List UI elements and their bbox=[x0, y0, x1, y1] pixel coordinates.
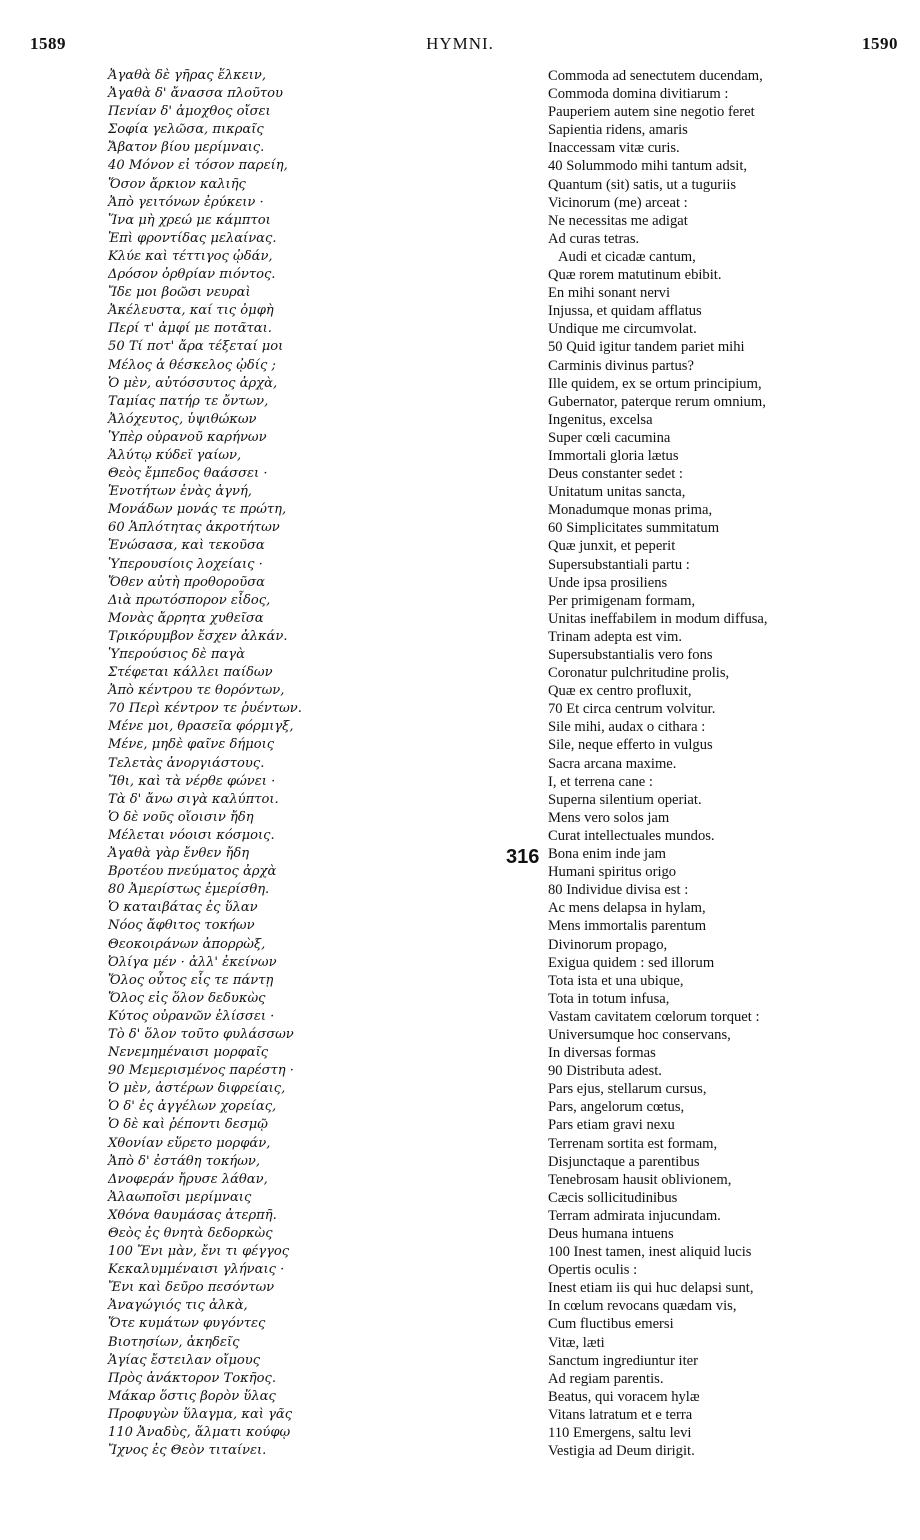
latin-verse-line: Pauperiem autem sine negotio feret bbox=[548, 104, 755, 121]
latin-verse-line: Injussa, et quidam afflatus bbox=[548, 303, 702, 320]
greek-verse-line: Τρικόρυμβον ἔσχεν ἀλκάν. bbox=[108, 628, 288, 644]
greek-verse-line: Μονὰς ἄρρητα χυθεῖσα bbox=[108, 610, 264, 626]
latin-verse-line: Per primigenam formam, bbox=[548, 592, 696, 609]
latin-verse-line: In diversas formas bbox=[548, 1045, 656, 1062]
latin-verse-line: 40 Solummodo mihi tantum adsit, bbox=[548, 158, 748, 175]
greek-verse-line: Νενεμημέναισι μορφαῖς bbox=[108, 1045, 269, 1061]
greek-verse-line: Ἀπὸ κέντρου τε θορόντων, bbox=[108, 683, 285, 699]
latin-verse-line: Exigua quidem : sed illorum bbox=[548, 954, 715, 971]
latin-verse-line: Ille quidem, ex se ortum principium, bbox=[548, 375, 762, 392]
latin-verse-line: Sile mihi, audax o cithara : bbox=[548, 719, 706, 736]
latin-verse-line: En mihi sonant nervi bbox=[548, 285, 671, 302]
latin-verse-line: Inest etiam iis qui huc delapsi sunt, bbox=[548, 1280, 754, 1297]
latin-verse-line: Trinam adepta est vim. bbox=[548, 628, 683, 645]
greek-verse-line: 100 Ἔνι μὰν, ἔνι τι φέγγος bbox=[108, 1244, 290, 1260]
latin-verse-line: Terram admirata injucundam. bbox=[548, 1207, 721, 1224]
latin-verse-line: Coronatur pulchritudine prolis, bbox=[548, 665, 730, 682]
greek-verse-line: Ἀπὸ δ' ἐστάθη τοκήων, bbox=[108, 1153, 261, 1169]
latin-verse-line: Monadumque monas prima, bbox=[548, 502, 713, 519]
greek-verse-line: Ὁ μὲν, αὐτόσσυτος ἀρχὰ, bbox=[108, 375, 278, 391]
greek-verse-line: Ὑπερούσιος δὲ παγὰ bbox=[108, 647, 245, 662]
greek-verse-line: Ἴχνος ἐς Θεὸν τιταίνει. bbox=[108, 1443, 267, 1459]
latin-verse-line: 90 Distributa adest. bbox=[548, 1063, 662, 1080]
greek-verse-line: Βιοτησίων, ἀκηδεῖς bbox=[108, 1334, 240, 1350]
greek-verse-line: Ἐπὶ φροντίδας μελαίνας. bbox=[108, 230, 277, 246]
greek-verse-line: Ὁ μὲν, ἀστέρων διφρείαις, bbox=[108, 1081, 286, 1097]
latin-verse-line: Quantum (sit) satis, ut a tuguriis bbox=[548, 176, 737, 193]
latin-verse-line: Unitas ineffabilem in modum diffusa, bbox=[548, 610, 768, 627]
latin-verse-line: Mens vero solos jam bbox=[548, 809, 670, 826]
greek-verse-line: Τὰ δ' ἄνω σιγὰ καλύπτοι. bbox=[108, 791, 279, 807]
greek-verse-line: Ἴθι, καὶ τὰ νέρθε φώνει · bbox=[108, 773, 276, 789]
latin-verse-line: Superna silentium operiat. bbox=[548, 791, 702, 808]
latin-verse-line: In cœlum revocans quædam vis, bbox=[548, 1298, 737, 1315]
greek-verse-line: Θεὸς ἐς θνητὰ δεδορκὼς bbox=[108, 1226, 273, 1241]
greek-verse-line: 90 Μεμερισμένος παρέστη · bbox=[108, 1063, 294, 1079]
latin-verse-line: Humani spiritus origo bbox=[548, 864, 677, 881]
latin-verse-line: Ingenitus, excelsa bbox=[548, 411, 653, 428]
greek-verse-line: Τελετὰς ἀνοργιάστους. bbox=[108, 755, 265, 771]
greek-verse-line: 60 Ἁπλότητας ἀκροτήτων bbox=[108, 520, 280, 536]
greek-verse-line: Δρόσον ὀρθρίαν πιόντος. bbox=[108, 267, 276, 283]
greek-verse-line: Κεκαλυμμέναισι γλήναις · bbox=[108, 1262, 285, 1278]
latin-verse-line: Unitatum unitas sancta, bbox=[548, 484, 686, 501]
latin-verse-line: Supersubstantiali partu : bbox=[548, 556, 690, 573]
latin-verse-line: Deus humana intuens bbox=[548, 1226, 674, 1242]
greek-verse-line: Μέλος ἁ θέσκελος ᾠδίς ; bbox=[108, 357, 276, 373]
greek-verse-line: Δνοφεράν ἤρυσε λάθαν, bbox=[108, 1171, 268, 1187]
greek-verse-line: Ἀγαθὰ δὲ γῆρας ἕλκειν, bbox=[108, 68, 266, 83]
greek-verse-line: 70 Περὶ κέντρον τε ῥυέντων. bbox=[108, 701, 302, 717]
greek-verse-line: 40 Μόνον εἰ τόσον παρείη, bbox=[108, 158, 288, 174]
latin-verse-line: Sapientia ridens, amaris bbox=[548, 122, 688, 139]
greek-verse-line: Σοφία γελῶσα, πικραῖς bbox=[108, 122, 264, 138]
greek-verse-line: Ἀλύτῳ κύδεϊ γαίων, bbox=[108, 447, 242, 463]
greek-verse-line: Κύτος οὐρανῶν ἑλίσσει · bbox=[108, 1008, 275, 1024]
latin-verse-line: Disjunctaque a parentibus bbox=[548, 1153, 700, 1170]
latin-verse-line: Vitæ, læti bbox=[548, 1334, 605, 1351]
greek-verse-line: 80 Ἀμερίστως ἐμερίσθη. bbox=[108, 882, 270, 898]
latin-verse-line: 100 Inest tamen, inest aliquid lucis bbox=[548, 1244, 752, 1261]
latin-verse-line: Ad curas tetras. bbox=[548, 230, 640, 247]
greek-verse-line: 50 Τί ποτ' ἄρα τέξεταί μοι bbox=[108, 339, 284, 355]
greek-verse-line: Ταμίας πατήρ τε ὄντων, bbox=[108, 393, 269, 409]
latin-verse-line: Vastam cavitatem cœlorum torquet : bbox=[548, 1008, 760, 1025]
latin-verse-line: Universumque hoc conservans, bbox=[548, 1026, 731, 1043]
greek-verse-line: Ἔνι καὶ δεῦρο πεσόντων bbox=[108, 1280, 275, 1296]
latin-verse-line: Ac mens delapsa in hylam, bbox=[548, 900, 706, 917]
latin-verse-line: Unde ipsa prosiliens bbox=[548, 574, 668, 591]
greek-verse-line: Χθόνα θαυμάσας ἀτερπῆ. bbox=[108, 1207, 277, 1223]
greek-verse-line: Ἁγίας ἔστειλαν οἴμους bbox=[108, 1352, 261, 1368]
latin-verse-line: Quæ junxit, et peperit bbox=[548, 538, 676, 555]
greek-verse-line: Μάκαρ ὅστις βορὸν ὕλας bbox=[108, 1388, 276, 1404]
latin-verse-line: Carminis divinus partus? bbox=[548, 357, 694, 374]
latin-verse-line: Commoda domina divitiarum : bbox=[548, 86, 729, 103]
greek-verse-line: Ὅλος εἰς ὅλον δεδυκὼς bbox=[108, 990, 266, 1006]
latin-verse-line: Bona enim inde jam bbox=[548, 846, 666, 863]
page-number-right: 1590 bbox=[862, 34, 898, 53]
latin-verse-line: Tenebrosam hausit oblivionem, bbox=[548, 1171, 732, 1188]
greek-verse-line: Ὅσον ἄρκιον καλιῆς bbox=[108, 176, 246, 192]
greek-verse-line: Ὅλος οὗτος εἷς τε πάντῃ bbox=[108, 972, 274, 988]
latin-text-column bbox=[548, 67, 898, 1460]
greek-verse-line: Ἄβατον βίου μερίμναις. bbox=[108, 140, 265, 156]
greek-verse-line: Χθονίαν εὕρετο μορφάν, bbox=[108, 1135, 271, 1151]
greek-verse-line: Ὅθεν αὐτὴ προθοροῦσα bbox=[108, 574, 265, 590]
latin-verse-line: Ad regiam parentis. bbox=[548, 1370, 664, 1387]
greek-verse-line: Ἀναγώγιός τις ἀλκὰ, bbox=[108, 1298, 248, 1314]
greek-verse-line: Τὸ δ' ὅλον τοῦτο φυλάσσων bbox=[108, 1026, 294, 1042]
latin-verse-line: I, et terrena cane : bbox=[548, 773, 653, 790]
latin-verse-line: Sile, neque efferto in vulgus bbox=[548, 737, 713, 754]
greek-verse-line: Ὀλίγα μέν · ἀλλ' ἐκείνων bbox=[108, 954, 277, 970]
margin-marker: 316 bbox=[506, 846, 540, 868]
greek-text-column bbox=[108, 67, 528, 1460]
latin-verse-line: 80 Individue divisa est : bbox=[548, 882, 689, 899]
latin-verse-line: Sanctum ingrediuntur iter bbox=[548, 1352, 698, 1369]
greek-verse-line: Ὁ καταιβάτας ἐς ὕλαν bbox=[108, 900, 258, 916]
greek-verse-line: Ἀπὸ γειτόνων ἐρύκειν · bbox=[108, 194, 264, 210]
latin-verse-line: Cæcis sollicitudinibus bbox=[548, 1189, 678, 1206]
latin-verse-line: Supersubstantialis vero fons bbox=[548, 647, 713, 663]
greek-verse-line: Περί τ' ἀμφί με ποτᾶται. bbox=[108, 321, 272, 337]
latin-verse-line: Vestigia ad Deum dirigit. bbox=[548, 1443, 695, 1460]
latin-verse-line: Vitans latratum et e terra bbox=[548, 1406, 693, 1423]
greek-verse-line: Ὑπερουσίοις λοχείαις · bbox=[108, 556, 263, 572]
greek-verse-line: Θεὸς ἔμπεδος θαάσσει · bbox=[108, 466, 268, 482]
latin-verse-line: Pars etiam gravi nexu bbox=[548, 1117, 675, 1134]
greek-verse-line: Ἀλόχευτος, ὑψιθώκων bbox=[108, 411, 257, 427]
greek-verse-line: Ἵνα μὴ χρεώ με κάμπτοι bbox=[108, 212, 271, 228]
page-number-left: 1589 bbox=[30, 34, 66, 53]
latin-verse-line: Immortali gloria lætus bbox=[548, 447, 679, 464]
greek-verse-line: Ὁ δ' ἐς ἀγγέλων χορείας, bbox=[108, 1099, 277, 1115]
greek-verse-line: Ἴδε μοι βοῶσι νευραὶ bbox=[108, 285, 251, 301]
page-header bbox=[0, 0, 920, 60]
latin-verse-line: Tota ista et una ubique, bbox=[548, 972, 684, 989]
latin-verse-line: 60 Simplicitates summitatum bbox=[548, 520, 720, 537]
greek-verse-line: Μονάδων μονάς τε πρώτη, bbox=[108, 502, 287, 518]
greek-verse-line: Νόος ἄφθιτος τοκήων bbox=[108, 918, 255, 934]
latin-verse-line: Inaccessam vitæ curis. bbox=[548, 140, 680, 157]
greek-verse-line: Πρὸς ἀνάκτορον Τοκῆος. bbox=[108, 1370, 276, 1386]
latin-verse-line: Divinorum propago, bbox=[548, 936, 668, 953]
greek-verse-line: Μέλεται νόοισι κόσμοις. bbox=[108, 827, 275, 843]
latin-verse-line: Pars ejus, stellarum cursus, bbox=[548, 1081, 707, 1098]
greek-verse-line: Βροτέου πνεύματος ἀρχὰ bbox=[108, 864, 277, 880]
greek-verse-line: 110 Ἀναδὺς, ἅλματι κούφῳ bbox=[108, 1425, 291, 1441]
greek-verse-line: Ἑνώσασα, καὶ τεκοῦσα bbox=[108, 538, 265, 554]
latin-verse-line: Vicinorum (me) arceat : bbox=[548, 194, 688, 211]
greek-verse-line: Ἀγαθὰ γὰρ ἔνθεν ἤδη bbox=[108, 846, 250, 862]
latin-verse-line: Curat intellectuales mundos. bbox=[548, 827, 715, 844]
greek-verse-line: Κλύε καὶ τέττιγος ᾠδάν, bbox=[108, 248, 273, 264]
greek-verse-line: Ὑπὲρ οὐρανοῦ καρήνων bbox=[108, 429, 267, 445]
greek-verse-line: Ἀγαθὰ δ' ἄνασσα πλοῦτου bbox=[108, 86, 284, 102]
latin-verse-line: Beatus, qui voracem hylæ bbox=[548, 1388, 700, 1405]
greek-verse-line: Θεοκοιράνων ἀπορρὼξ, bbox=[108, 936, 266, 952]
latin-verse-line: Quæ ex centro profluxit, bbox=[548, 683, 692, 700]
latin-verse-line: 110 Emergens, saltu levi bbox=[548, 1425, 692, 1442]
greek-verse-line: Ὁ δὲ καὶ ῥέποντι δεσμῷ bbox=[108, 1117, 268, 1133]
greek-verse-line: Ὁ δὲ νοῦς οἵοισιν ἤδη bbox=[108, 809, 254, 825]
latin-verse-line: Pars, angelorum cœtus, bbox=[548, 1099, 685, 1116]
latin-verse-line: Audi et cicadæ cantum, bbox=[558, 248, 696, 265]
latin-verse-line: Sacra arcana maxime. bbox=[548, 755, 677, 772]
greek-verse-line: Ἑνοτήτων ἑνὰς ἁγνή, bbox=[108, 484, 252, 500]
latin-verse-line: Deus constanter sedet : bbox=[548, 466, 683, 483]
latin-verse-line: 70 Et circa centrum volvitur. bbox=[548, 701, 716, 718]
latin-verse-line: Terrenam sortita est formam, bbox=[548, 1135, 718, 1152]
greek-verse-line: Στέφεται κάλλει παίδων bbox=[108, 665, 273, 681]
latin-verse-line: Opertis oculis : bbox=[548, 1262, 638, 1279]
greek-verse-line: Ἀλαωποῖσι μερίμναις bbox=[108, 1189, 252, 1205]
latin-verse-line: Commoda ad senectutem ducendam, bbox=[548, 68, 763, 84]
greek-verse-line: Διὰ πρωτόσπορον εἶδος, bbox=[108, 592, 271, 608]
latin-verse-line: Super cœli cacumina bbox=[548, 429, 671, 446]
latin-verse-line: Gubernator, paterque rerum omnium, bbox=[548, 393, 766, 410]
greek-verse-line: Πενίαν δ' ἀμοχθος οἴσει bbox=[108, 104, 271, 120]
greek-verse-line: Ἀκέλευστα, καί τις ὀμφὴ bbox=[108, 303, 274, 319]
greek-verse-line: Ὅτε κυμάτων φυγόντες bbox=[108, 1316, 266, 1332]
greek-verse-line: Προφυγὼν ὕλαγμα, καὶ γᾶς bbox=[108, 1406, 293, 1422]
latin-verse-line: Tota in totum infusa, bbox=[548, 990, 670, 1007]
greek-verse-line: Μένε, μηδὲ φαῖνε δήμοις bbox=[108, 737, 275, 753]
running-title: HYMNI. bbox=[426, 34, 494, 53]
latin-verse-line: 50 Quid igitur tandem pariet mihi bbox=[548, 339, 745, 356]
greek-verse-line: Μένε μοι, θρασεῖα φόρμιγξ, bbox=[108, 719, 294, 735]
latin-verse-line: Ne necessitas me adigat bbox=[548, 212, 688, 229]
latin-verse-line: Quæ rorem matutinum ebibit. bbox=[548, 267, 722, 284]
latin-verse-line: Mens immortalis parentum bbox=[548, 918, 707, 935]
latin-verse-line: Undique me circumvolat. bbox=[548, 321, 697, 338]
latin-verse-line: Cum fluctibus emersi bbox=[548, 1316, 674, 1333]
